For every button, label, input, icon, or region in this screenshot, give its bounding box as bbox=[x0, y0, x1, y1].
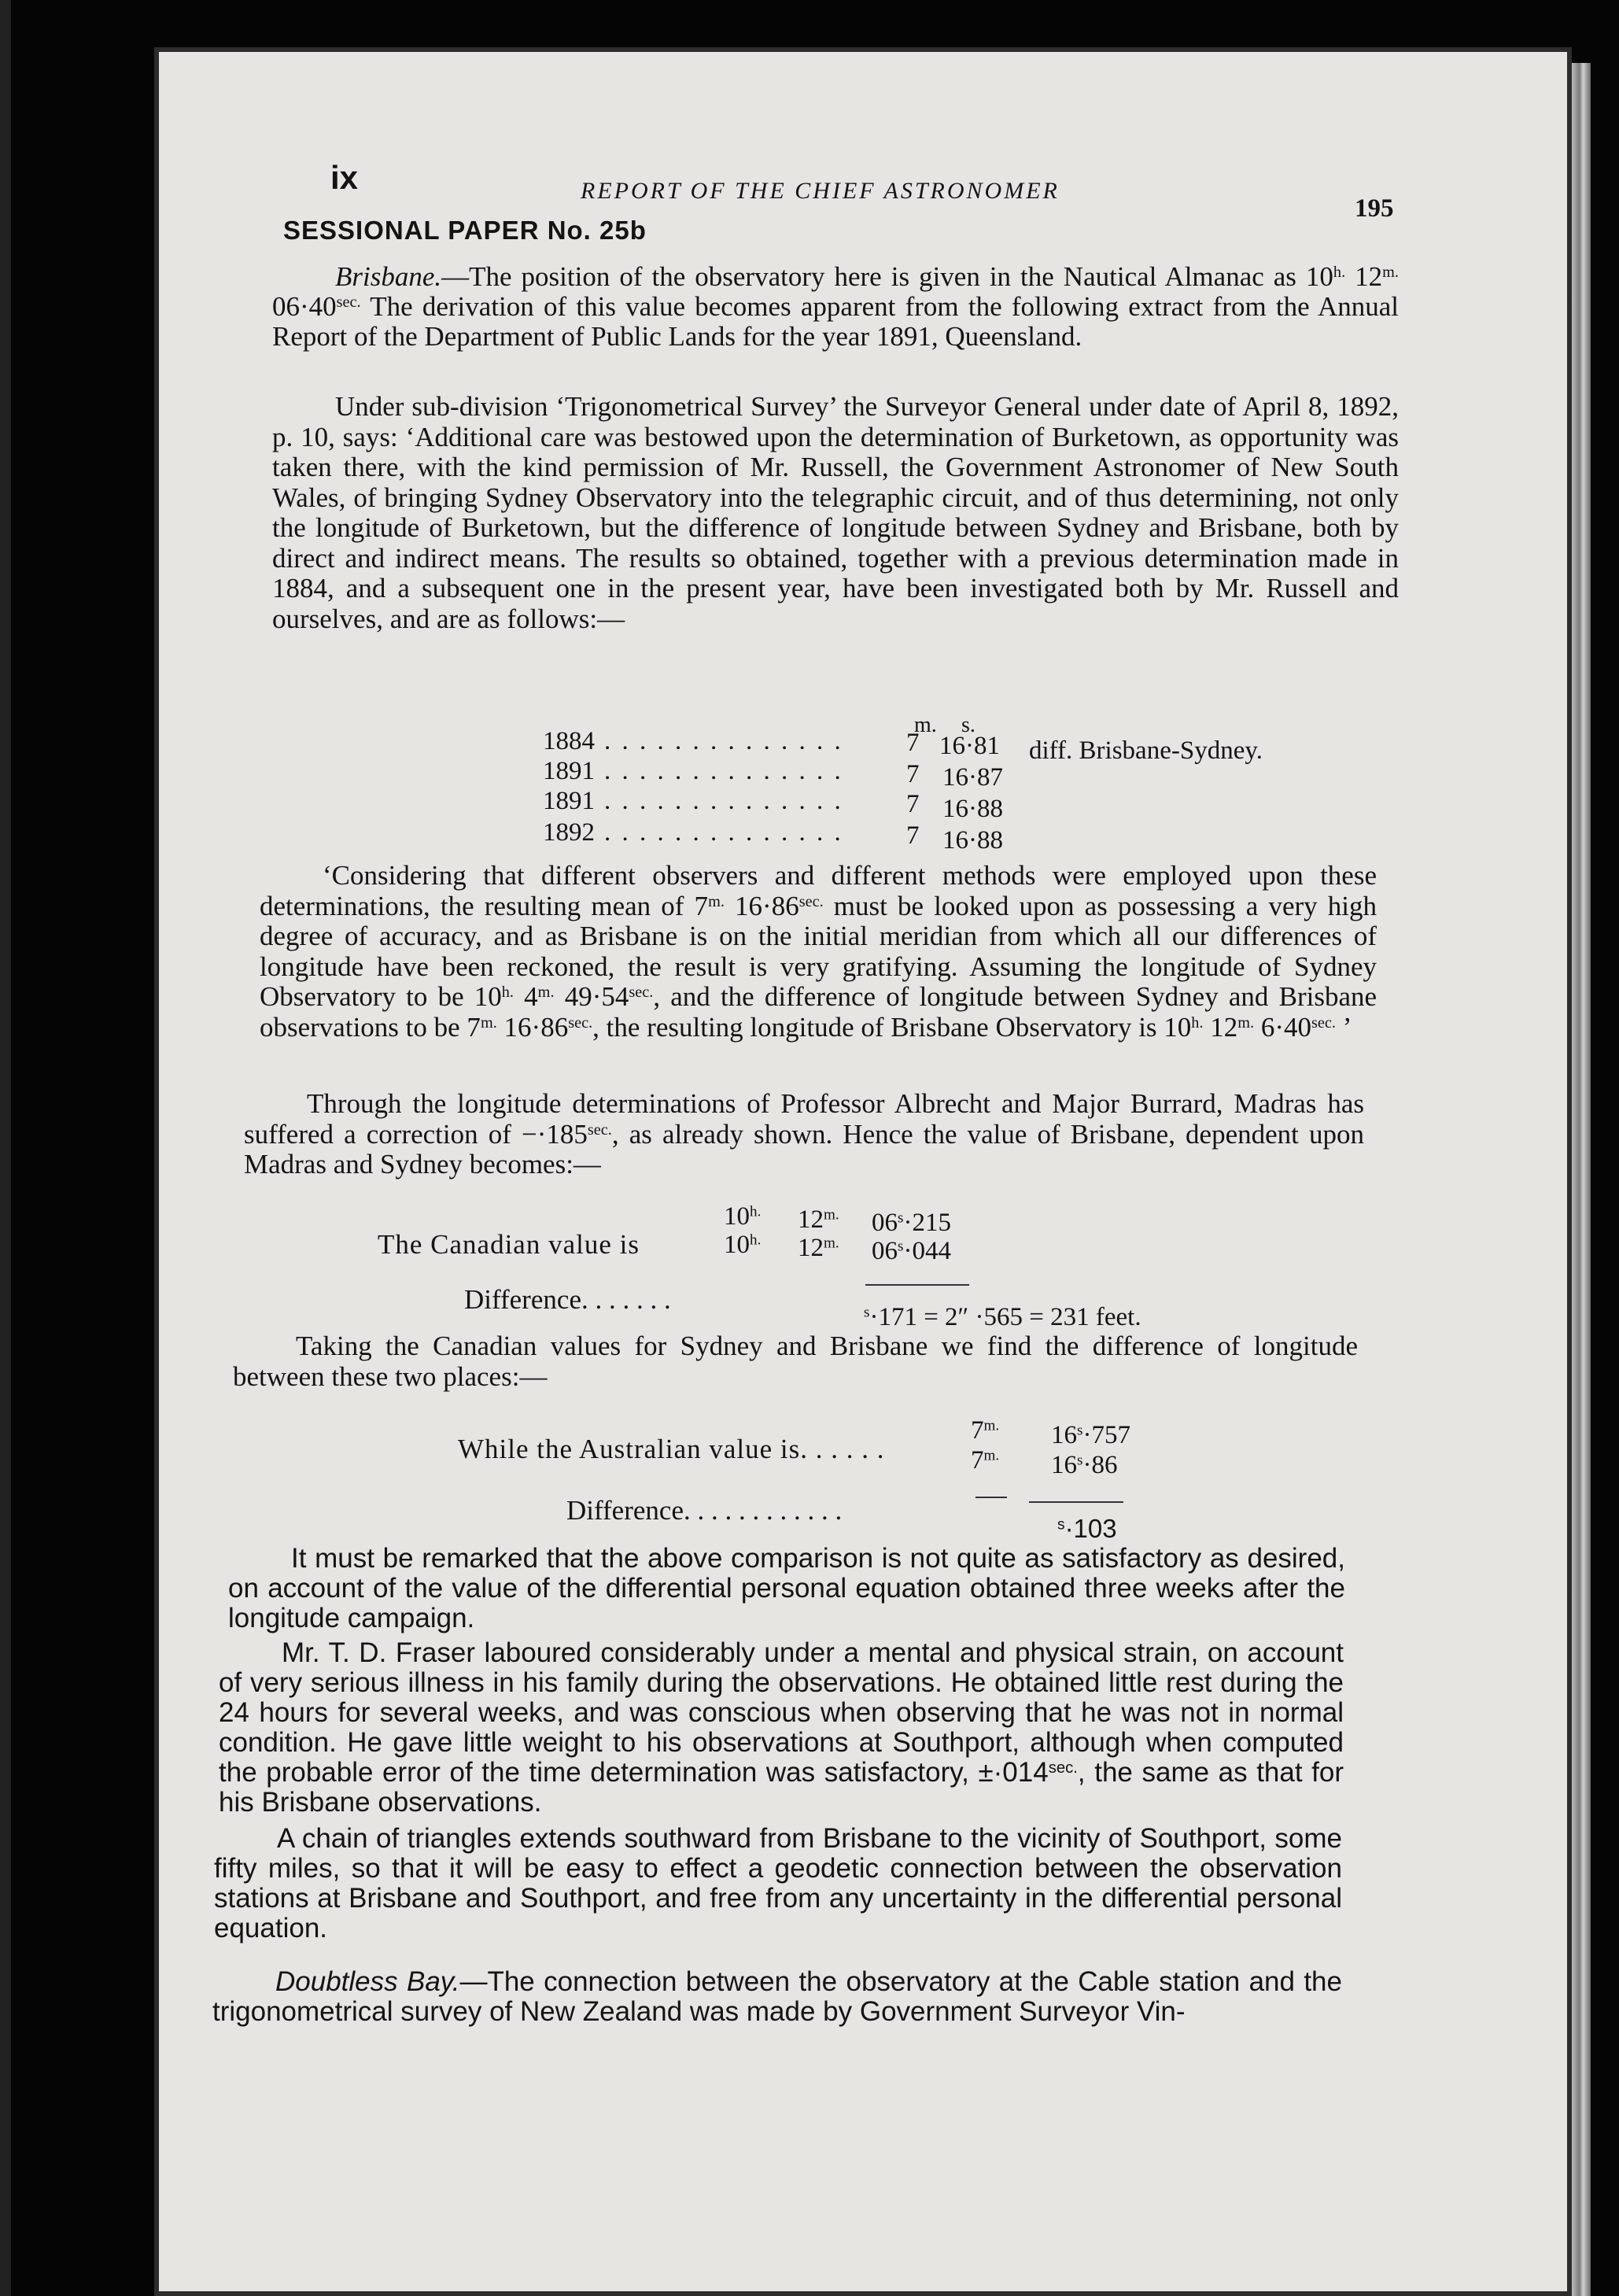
table-row-seconds: 16·87 bbox=[942, 763, 1003, 792]
table-row-leader: . . . . . . . . . . . . . . bbox=[604, 757, 843, 785]
calc1-difference-label: Difference. . . . . . . bbox=[464, 1284, 671, 1315]
calc1-hours: $10^{h.}$ bbox=[724, 1231, 762, 1259]
calc1-difference-value: $^s$·171 = 2″ ·565 = 231 feet. bbox=[864, 1303, 1141, 1331]
calc2-rule-right bbox=[1029, 1501, 1123, 1503]
page-roman-numeral: ix bbox=[330, 159, 359, 196]
calc1-seconds: $06^s\cdot 215$ bbox=[872, 1209, 951, 1237]
paragraph-considering: ‘Considering that different observers and different methods were employed upon these determinations, the resulting mean of $7^{m.}$ $16\cdot 86^{sec.}$ must be looked upon as possessing a very high degree of accuracy, and as Brisbane is on the initial meridian from which all our differences of longitude have been reckoned, the result is very gratifying. Assuming the longitude of Sydney Observatory to be $10^{h.}$ $4^{m.}$ $49\cdot 54^{sec.}$, and the difference of longitude between Sydney and Brisbane observations to be $7^{m.}$ $16\cdot 86^{sec.}$, the resulting longitude of Brisbane Observatory is $10^{h.}$ $12^{m.}$ $6\cdot 40^{sec.}$ ’ bbox=[260, 860, 1377, 1043]
table-row-minutes: 7 bbox=[906, 790, 920, 818]
paragraph-remarked: It must be remarked that the above comparison is not quite as satisfactory as desired, on account of the value of the differential personal equation obtained three weeks after the longitude campaign. bbox=[228, 1543, 1345, 1633]
table-row-seconds: 16·88 bbox=[942, 795, 1003, 823]
table-row-leader: . . . . . . . . . . . . . . bbox=[604, 818, 843, 847]
table-head-s: s. bbox=[961, 713, 975, 737]
table-row-note: diff. Brisbane-Sydney. bbox=[1029, 736, 1263, 765]
australian-value-label: While the Australian value is. . . . . . bbox=[458, 1434, 885, 1464]
calc2-seconds: $16^s\cdot 86$ bbox=[1051, 1451, 1118, 1479]
table-row-seconds: 16·88 bbox=[942, 826, 1003, 855]
calc1-rule bbox=[865, 1284, 969, 1286]
page-number: 195 bbox=[1355, 194, 1394, 223]
table-row-leader: . . . . . . . . . . . . . . bbox=[604, 727, 843, 755]
paragraph-chain-of-triangles: A chain of triangles extends southward from Brisbane to the vicinity of Southport, some fifty miles, so that it will be easy to effect a geodetic connection between the observation stations at Brisbane and Southport, and free from any uncertainty in the differential personal equation. bbox=[214, 1823, 1342, 1943]
table-row-year: 1891 bbox=[543, 787, 595, 815]
table-row-minutes: 7 bbox=[906, 821, 920, 850]
running-title: REPORT OF THE CHIEF ASTRONOMER bbox=[581, 178, 1060, 204]
paragraph-taking: Taking the Canadian values for Sydney and Brisbane we find the difference of longitude between these two places:— bbox=[233, 1331, 1358, 1392]
calc2-minutes: $7^{m.}$ bbox=[971, 1446, 1000, 1475]
table-head-m: m. bbox=[914, 713, 937, 737]
paragraph-quote-surveyor: Under sub-division ‘Trigonometrical Survey’ the Surveyor General under date of April 8, 1892, p. 10, says: ‘Additional care was bestowed upon the determination of Burketown, as opportunity was taken there, with the kind permission of Mr. Russell, the Government Astronomer of New South Wales, of bringing Sydney Observatory into the telegraphic circuit, and of thus determining, not only the longitude of Burketown, but the difference of longitude between Sydney and Brisbane, both by direct and indirect means. The results so obtained, together with a previous determination made in 1884, and a subsequent one in the present year, have been investigated both by Mr. Russell and ourselves, and are as follows:— bbox=[272, 391, 1399, 634]
calc2-difference-value: $^s$·103 bbox=[1057, 1514, 1117, 1543]
table-row-leader: . . . . . . . . . . . . . . bbox=[604, 787, 843, 815]
table-row-minutes: 7 bbox=[906, 760, 920, 788]
calc1-minutes: $12^{m.}$ bbox=[798, 1234, 839, 1262]
calc2-minutes: $7^{m.}$ bbox=[971, 1416, 1000, 1445]
table-row-seconds: 16·81 bbox=[939, 732, 1000, 760]
scan-left-edge bbox=[0, 0, 11, 2296]
table-row-year: 1884 bbox=[543, 727, 595, 755]
table-row-minutes: 7 bbox=[906, 729, 920, 757]
page-stack-edge bbox=[1572, 63, 1591, 2296]
paragraph-fraser: Mr. T. D. Fraser laboured considerably under a mental and physical strain, on account of very serious illness in his family during the observations. He obtained little rest during the 24 hours for several weeks, and was conscious when observing that he was not in normal condition. He gave little weight to his observations at Southport, although when computed the probable error of the time determination was satisfactory, $\pm\cdot 014^{sec.}$, the same as that for his Brisbane observations. bbox=[219, 1637, 1344, 1818]
sessional-paper-label: SESSIONAL PAPER No. 25b bbox=[283, 216, 647, 245]
section-label-doubtless-bay: Doubtless Bay. bbox=[275, 1966, 460, 1997]
calc1-hours: $10^{h.}$ bbox=[724, 1202, 762, 1231]
canadian-value-label: The Canadian value is bbox=[378, 1229, 640, 1260]
paragraph-brisbane: Brisbane.—The position of the observatory here is given in the Nautical Almanac as $10^{h.}$ $12^{m.}$ $06\cdot 40^{sec.}$ The derivation of this value becomes apparent from the following extract from the Annual Report of the Department of Public Lands for the year 1891, Queensland. bbox=[272, 261, 1400, 352]
paragraph-doubtless-bay: Doubtless Bay.—The connection between the observatory at the Cable station and the trigonometrical survey of New Zealand was made by Government Surveyor Vin- bbox=[212, 1966, 1342, 2027]
calc1-minutes: $12^{m.}$ bbox=[798, 1205, 839, 1234]
calc2-seconds: $16^s\cdot 757$ bbox=[1051, 1421, 1130, 1449]
calc2-rule-left bbox=[975, 1497, 1007, 1498]
section-label-brisbane: Brisbane. bbox=[335, 261, 442, 292]
calc2-difference-label: Difference. . . . . . . . . . . . bbox=[566, 1495, 843, 1526]
paragraph-through: Through the longitude determinations of Professor Albrecht and Major Burrard, Madras has suffered a correction of $-\cdot 185^{sec.}$, as already shown. Hence the value of Brisbane, dependent upon Madras and Sydney becomes:— bbox=[244, 1088, 1364, 1179]
table-row-year: 1891 bbox=[543, 757, 595, 785]
calc1-seconds: $06^s\cdot 044$ bbox=[872, 1237, 951, 1265]
table-row-year: 1892 bbox=[543, 818, 595, 847]
